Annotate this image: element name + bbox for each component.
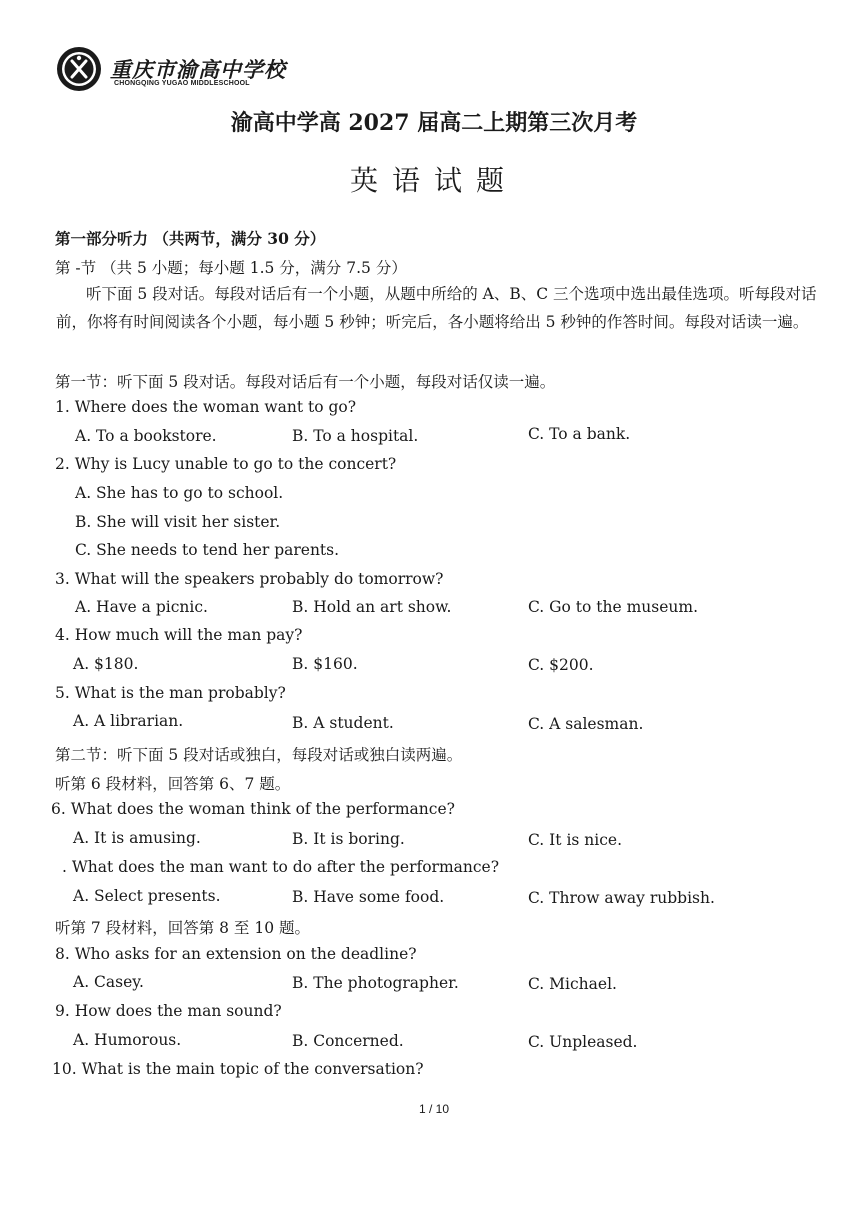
option-a: A. $180. xyxy=(73,655,139,673)
material-7-note: 听第 7 段材料，回答第 8 至 10 题。 xyxy=(55,919,311,937)
option-a: A. A librarian. xyxy=(73,712,184,730)
option-c: C. A salesman. xyxy=(528,715,644,733)
option-b: B. She will visit her sister. xyxy=(75,513,281,531)
option-b: B. To a hospital. xyxy=(292,427,419,445)
part1-heading: 第一部分听力 （共两节，满分 30 分） xyxy=(55,229,326,248)
option-a: A. Have a picnic. xyxy=(75,598,208,616)
question-stem: 1. Where does the woman want to go? xyxy=(55,398,357,416)
option-c: C. Michael. xyxy=(528,975,617,993)
option-b: B. A student. xyxy=(292,714,394,732)
option-a: A. To a bookstore. xyxy=(75,427,217,445)
section1-note: 第一节：听下面 5 段对话。每段对话后有一个小题，每段对话仅读一遍。 xyxy=(55,373,556,391)
option-a: A. Select presents. xyxy=(73,887,221,905)
option-b: B. $160. xyxy=(292,655,358,673)
exam-title: 渝高中学高 2027 届高二上期第三次月考 xyxy=(230,110,638,136)
section1-heading: 第 -节 （共 5 小题；每小题 1.5 分，满分 7.5 分） xyxy=(55,259,407,277)
option-c: C. She needs to tend her parents. xyxy=(75,541,340,559)
option-b: B. Concerned. xyxy=(292,1032,404,1050)
page-number: 1 / 10 xyxy=(418,1102,450,1116)
subject-title: 英语试题 xyxy=(349,164,518,197)
option-c: C. Unpleased. xyxy=(528,1033,638,1051)
question-stem: 10. What is the main topic of the conversation? xyxy=(52,1060,424,1078)
option-b: B. Hold an art show. xyxy=(292,598,452,616)
option-c: C. Throw away rubbish. xyxy=(528,889,715,907)
school-name-en: CHONGQING YUGAO MIDDLESCHOOL xyxy=(114,80,250,87)
school-name-cn: 重庆市渝高中学校 xyxy=(110,57,286,82)
question-stem: 9. How does the man sound? xyxy=(55,1002,282,1020)
section2-note: 第二节：听下面 5 段对话或独白，每段对话或独白读两遍。 xyxy=(55,746,463,764)
option-b: B. Have some food. xyxy=(292,888,445,906)
question-stem: 8. Who asks for an extension on the deadline? xyxy=(55,945,417,963)
option-a: A. Casey. xyxy=(73,973,144,991)
option-b: B. It is boring. xyxy=(292,830,405,848)
option-b: B. The photographer. xyxy=(292,974,459,992)
option-c: C. $200. xyxy=(528,656,594,674)
question-stem: 4. How much will the man pay? xyxy=(55,626,303,644)
question-stem: 2. Why is Lucy unable to go to the concert? xyxy=(55,455,397,473)
option-a: A. It is amusing. xyxy=(73,829,201,847)
option-a: A. Humorous. xyxy=(73,1031,182,1049)
school-emblem-icon xyxy=(56,46,102,92)
listening-instructions: 听下面 5 段对话。每段对话后有一个小题，从题中所给的 A、B、C 三个选项中选出最佳选项。听每段对话前，你将有时间阅读各个小题，每小题 5 秒钟；听完后，各小题将给出 5 秒钟的作答时间。每段对话读一遍。 xyxy=(56,285,817,331)
question-stem: 6. What does the woman think of the performance? xyxy=(51,800,455,818)
question-stem: 5. What is the man probably? xyxy=(55,684,286,702)
question-stem: 3. What will the speakers probably do tomorrow? xyxy=(55,570,444,588)
question-stem: . What does the man want to do after the performance? xyxy=(62,858,500,876)
option-c: C. To a bank. xyxy=(528,425,631,443)
option-c: C. Go to the museum. xyxy=(528,598,699,616)
option-c: C. It is nice. xyxy=(528,831,622,849)
material-6-note: 听第 6 段材料，回答第 6、7 题。 xyxy=(55,775,291,793)
option-a: A. She has to go to school. xyxy=(75,484,284,502)
